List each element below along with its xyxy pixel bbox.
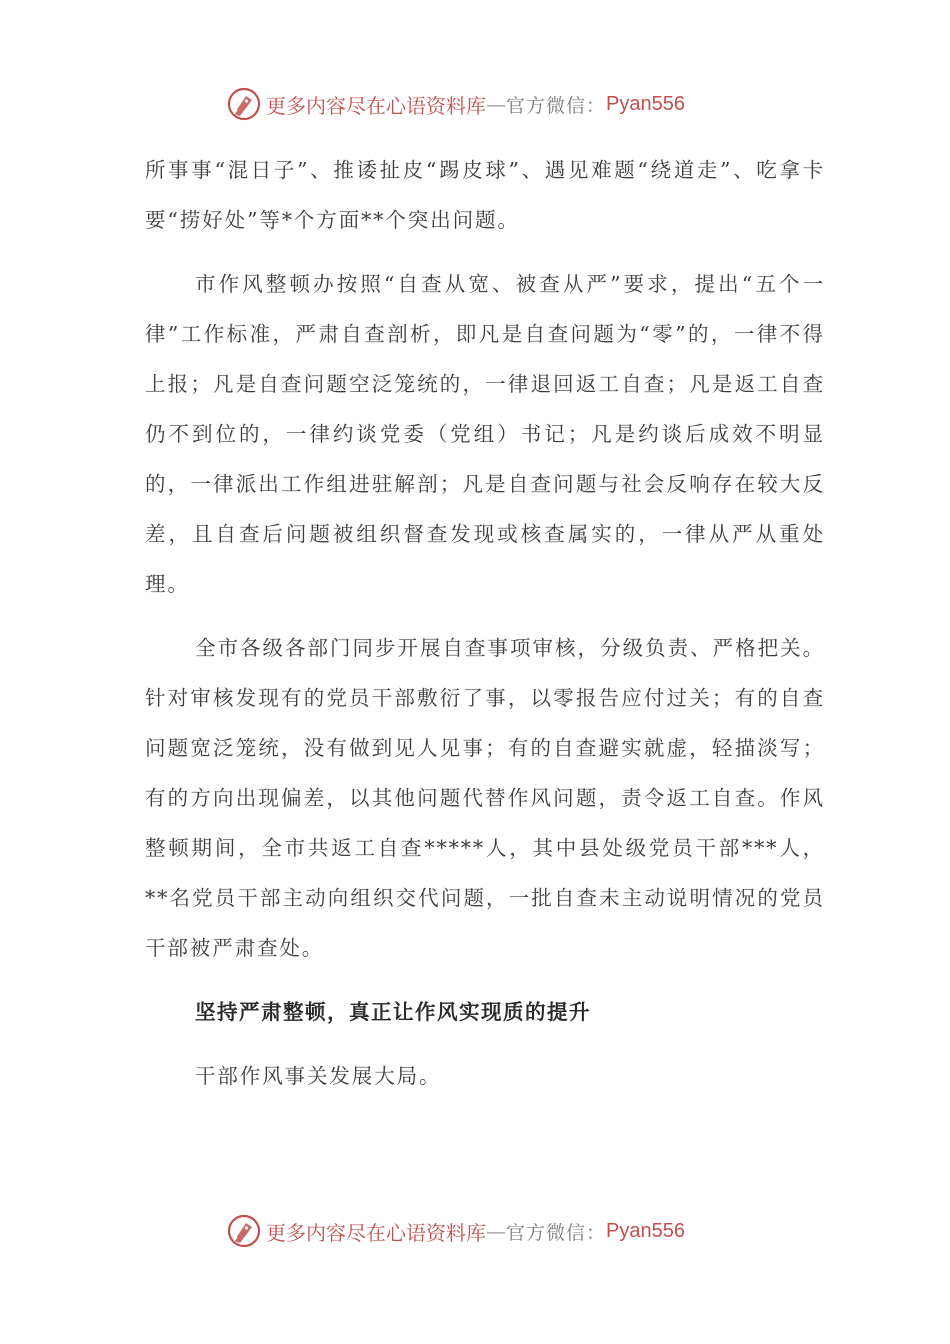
banner-separator: —	[486, 1219, 506, 1243]
paragraph-4: 干部作风事关发展大局。	[195, 1064, 442, 1088]
pen-nib-icon	[226, 1213, 262, 1249]
banner-wechat-label: 官方微信：	[506, 94, 607, 117]
banner-wechat-id: Pyan556	[606, 92, 685, 115]
paragraph-2: 市作风整顿办按照“自查从宽、被查从严”要求，提出“五个一律”工作标准，严肃自查剖析，即凡是自查问题为“零”的，一律不得上报；凡是自查问题空泛笼统的，一律退回返工自查；凡是返工自查仍不到位的，一律约谈党委（党组）书记；凡是约谈后成效不明显的，一律派出工作组进驻解剖；凡是自查问题与社会反响存在较大反差，且自查后问题被组织督查发现或核查属实的，一律从严从重处理。	[145, 272, 825, 596]
pen-nib-icon	[226, 86, 262, 122]
banner-site-text: 更多内容尽在心语资料库	[266, 93, 486, 118]
footer-banner	[226, 1211, 685, 1251]
banner-separator: —	[486, 92, 506, 116]
banner-site-text: 更多内容尽在心语资料库	[266, 1220, 486, 1245]
banner-wechat-label: 官方微信：	[506, 1221, 607, 1244]
section-heading: 坚持严肃整顿，真正让作风实现质的提升	[195, 1000, 591, 1024]
paragraph-3: 全市各级各部门同步开展自查事项审核，分级负责、严格把关。针对审核发现有的党员干部敷衍了事，以零报告应付过关；有的自查问题宽泛笼统，没有做到见人见事；有的自查避实就虚，轻描淡写；有的方向出现偏差，以其他问题代替作风问题，责令返工自查。作风整顿期间，全市共返工自查*****人，其中县处级党员干部***人，**名党员干部主动向组织交代问题，一批自查未主动说明情况的党员干部被严肃查处。	[145, 636, 825, 960]
banner-wechat-id: Pyan556	[606, 1219, 685, 1242]
header-banner	[226, 84, 685, 124]
paragraph-1: 所事事“混日子”、推诿扯皮“踢皮球”、遇见难题“绕道走”、吃拿卡要“捞好处”等*个方面**个突出问题。	[145, 158, 825, 232]
document-body	[145, 145, 825, 1101]
